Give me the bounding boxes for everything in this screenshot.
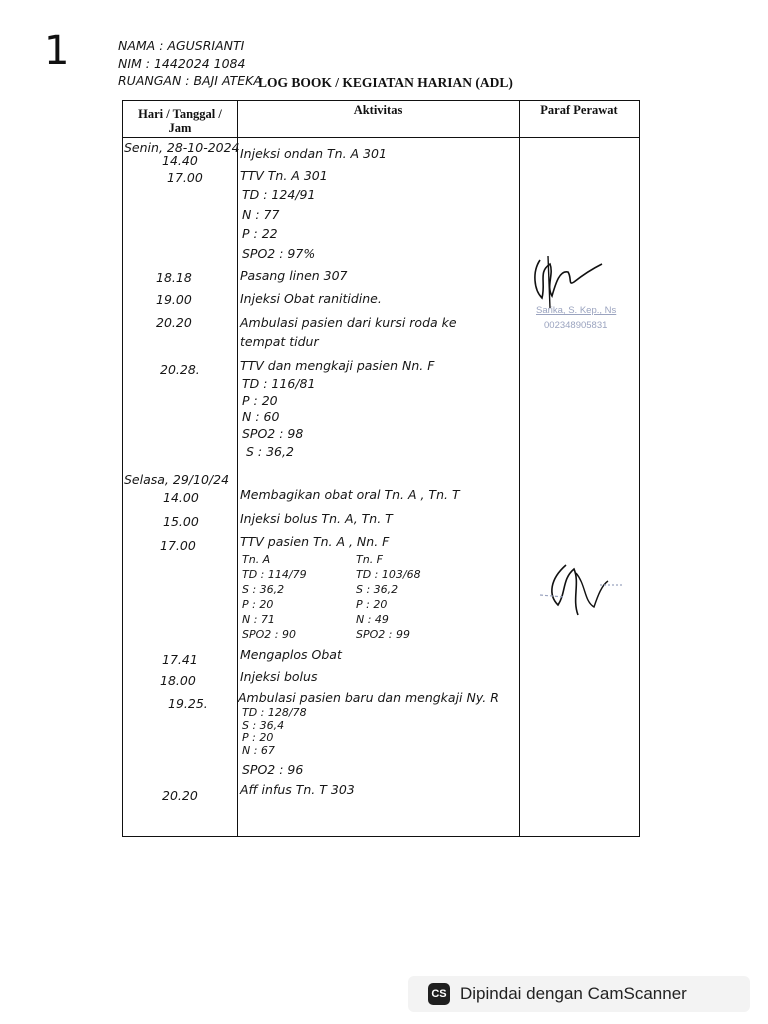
- day-label: Selasa, 29/10/24: [124, 472, 230, 487]
- activity-text: Injeksi bolus Tn. A, Tn. T: [240, 511, 393, 526]
- ward-room: RUANGAN : BAJI ATEKA: [118, 73, 262, 88]
- time-label: 19.25.: [168, 696, 208, 711]
- stamp-name: Sarika, S. Kep., Ns: [536, 305, 617, 316]
- time-label: 20.20: [156, 315, 192, 330]
- activity-text: TD : 124/91: [242, 187, 316, 202]
- activity-text: TTV dan mengkaji pasien Nn. F: [240, 358, 435, 373]
- time-label: 18.00: [160, 673, 196, 688]
- column-divider: [519, 101, 520, 836]
- page-number: 1: [44, 28, 70, 74]
- activity-text: N : 67: [242, 744, 275, 757]
- student-name: NAMA : AGUSRIANTI: [118, 38, 245, 53]
- activity-text: N : 77: [242, 207, 280, 222]
- activity-text: N : 60: [242, 409, 280, 424]
- scanner-watermark: [408, 976, 750, 1012]
- activity-text: Aff infus Tn. T 303: [240, 782, 355, 797]
- time-label: 20.20: [162, 788, 198, 803]
- page-title: LOG BOOK / KEGIATAN HARIAN (ADL): [258, 75, 513, 90]
- vitals-right: Tn. F TD : 103/68 S : 36,2 P : 20 N : 49 SPO2 : 99: [356, 553, 421, 641]
- activity-text: tempat tidur: [240, 334, 319, 349]
- activity-text: TTV pasien Tn. A , Nn. F: [240, 534, 390, 549]
- activity-text: TD : 128/78: [242, 706, 307, 719]
- activity-text: S : 36,2: [246, 444, 294, 459]
- time-label: 14.40: [162, 153, 198, 168]
- column-header-day: Hari / Tanggal / Jam: [138, 107, 222, 135]
- activity-text: Membagikan obat oral Tn. A , Tn. T: [240, 487, 460, 502]
- activity-text: P : 20: [242, 393, 278, 408]
- scanner-text: Dipindai dengan CamScanner: [460, 984, 687, 1003]
- activity-text: SPO2 : 96: [242, 762, 304, 777]
- time-label: 17.41: [162, 652, 198, 667]
- time-label: 19.00: [156, 292, 192, 307]
- log-table: [122, 100, 640, 837]
- vitals-left: Tn. A TD : 114/79 S : 36,2 P : 20 N : 71 SPO2 : 90: [242, 553, 307, 641]
- activity-text: S : 36,4: [242, 719, 285, 732]
- signature-mark: [536, 555, 626, 625]
- activity-text: Pasang linen 307: [240, 268, 348, 283]
- column-divider: [237, 101, 238, 836]
- time-label: 14.00: [163, 490, 199, 505]
- activity-text: P : 22: [242, 226, 278, 241]
- stamp-id: 002348905831: [544, 320, 608, 331]
- activity-text: Mengaplos Obat: [240, 647, 342, 662]
- time-label: 17.00: [160, 538, 196, 553]
- activity-text: Ambulasi pasien baru dan mengkaji Ny. R: [238, 690, 499, 705]
- activity-text: Injeksi bolus: [240, 669, 318, 684]
- activity-text: TD : 116/81: [242, 376, 316, 391]
- activity-text: TTV Tn. A 301: [240, 168, 328, 183]
- activity-text: SPO2 : 97%: [242, 246, 316, 261]
- column-header-sign: Paraf Perawat: [540, 103, 618, 117]
- activity-text: P : 20: [242, 731, 274, 744]
- activity-text: Injeksi Obat ranitidine.: [240, 291, 382, 306]
- header-divider: [123, 137, 639, 138]
- activity-text: Injeksi ondan Tn. A 301: [240, 146, 387, 161]
- camscanner-logo-icon: CS: [428, 983, 450, 1005]
- activity-text: SPO2 : 98: [242, 426, 304, 441]
- signature-mark: [528, 252, 608, 312]
- activity-text: Ambulasi pasien dari kursi roda ke: [240, 315, 457, 330]
- time-label: 15.00: [163, 514, 199, 529]
- day-label: Senin, 28-10-2024: [124, 140, 240, 155]
- time-label: 18.18: [156, 270, 192, 285]
- student-nim: NIM : 1442024 1084: [118, 56, 246, 71]
- column-header-activity: Aktivitas: [353, 103, 403, 117]
- time-label: 17.00: [167, 170, 203, 185]
- time-label: 20.28.: [160, 362, 200, 377]
